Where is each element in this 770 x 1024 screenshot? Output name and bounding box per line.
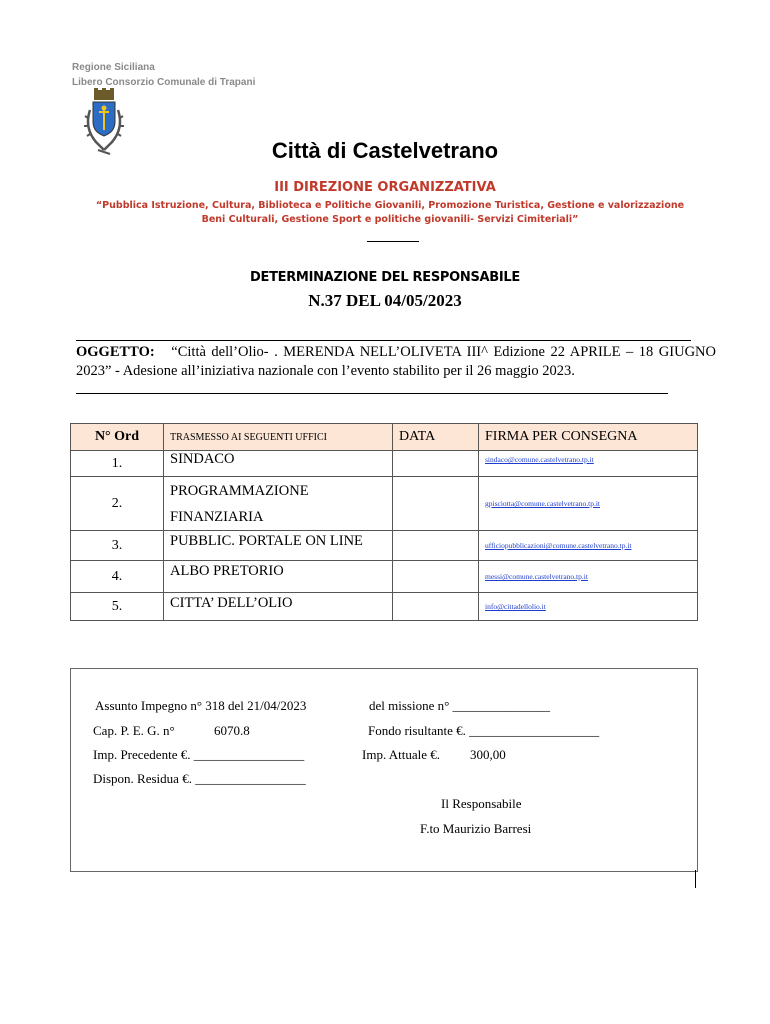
separator bbox=[76, 340, 691, 341]
subject-text: “Città dell’Olio- . MERENDA NELL’OLIVETA III^ Edizione 22 APRILE – 18 GIUGNO 2023” - Adesione all’iniziativa nazionale con l’evento stabilito per il 26 maggio 2023. bbox=[76, 344, 716, 379]
table-row bbox=[71, 561, 698, 593]
row-ufficio: SINDACO bbox=[164, 451, 393, 477]
table-row bbox=[71, 477, 698, 531]
dispon-residua: Dispon. Residua €. _________________ bbox=[93, 771, 306, 786]
row-data bbox=[393, 477, 479, 531]
row-ufficio-line2: FINANZIARIA bbox=[170, 508, 264, 525]
row-data bbox=[393, 531, 479, 561]
row-data bbox=[393, 593, 479, 621]
table-row bbox=[71, 593, 698, 621]
row-data bbox=[393, 561, 479, 593]
row-ord: 1. bbox=[71, 451, 164, 477]
header-uffici: TRASMESSO AI SEGUENTI UFFICI bbox=[164, 424, 393, 451]
table-row bbox=[71, 451, 698, 477]
direction-subtitle-line1: “Pubblica Istruzione, Cultura, Biblioteca e Politiche Giovanili, Promozione Turistica, Gestione e valorizzazione bbox=[95, 200, 685, 211]
header-ord: N° Ord bbox=[71, 424, 164, 451]
table-row bbox=[71, 531, 698, 561]
row-ufficio-line1: PROGRAMMAZIONE bbox=[170, 482, 309, 499]
responsabile-label: Il Responsabile bbox=[441, 796, 522, 811]
imp-attuale-label: Imp. Attuale €. bbox=[362, 747, 440, 762]
row-firma-email-link[interactable]: ufficiopubblicazioni@comune.castelvetrano.tp.it bbox=[479, 531, 698, 561]
row-firma-email-link[interactable]: info@cittadellolio.it bbox=[479, 593, 698, 621]
row-ord: 4. bbox=[71, 561, 164, 593]
missione: del missione n° _______________ bbox=[369, 698, 551, 713]
row-ord: 5. bbox=[71, 593, 164, 621]
header-data: DATA bbox=[393, 424, 479, 451]
region-label: Regione Siciliana bbox=[72, 62, 155, 73]
subject-paragraph bbox=[76, 343, 716, 381]
row-ufficio bbox=[164, 477, 393, 531]
determination-number: N.37 DEL 04/05/2023 bbox=[308, 291, 462, 310]
row-firma-email-link[interactable]: sindaco@comune.castelvetrano.tp.it bbox=[479, 451, 698, 477]
row-data bbox=[393, 451, 479, 477]
imp-attuale-value: 300,00 bbox=[470, 747, 506, 762]
row-ufficio: CITTA’ DELL’OLIO bbox=[164, 593, 393, 621]
separator bbox=[76, 393, 668, 394]
cap-peg-label: Cap. P. E. G. n° bbox=[93, 723, 175, 738]
consortium-label: Libero Consorzio Comunale di Trapani bbox=[72, 77, 256, 88]
cap-peg-value: 6070.8 bbox=[214, 723, 250, 738]
direction-title: III DIREZIONE ORGANIZZATIVA bbox=[274, 180, 496, 195]
determination-title: DETERMINAZIONE DEL RESPONSABILE bbox=[250, 270, 520, 285]
transmission-table bbox=[70, 423, 698, 621]
responsabile-name: F.to Maurizio Barresi bbox=[420, 821, 532, 836]
box-tick bbox=[695, 870, 696, 888]
row-ord: 2. bbox=[71, 477, 164, 531]
row-firma-email-link[interactable]: gpisciotta@comune.castelvetrano.tp.it bbox=[479, 477, 698, 531]
row-ufficio: PUBBLIC. PORTALE ON LINE bbox=[164, 531, 393, 561]
row-ufficio: ALBO PRETORIO bbox=[164, 561, 393, 593]
subject-label: OGGETTO: bbox=[76, 344, 155, 360]
table-header-row bbox=[71, 424, 698, 451]
row-ord: 3. bbox=[71, 531, 164, 561]
header-firma: FIRMA PER CONSEGNA bbox=[479, 424, 698, 451]
separator bbox=[367, 241, 419, 242]
assunto-impegno: Assunto Impegno n° 318 del 21/04/2023 bbox=[95, 698, 307, 713]
row-firma-email-link[interactable]: messi@comune.castelvetrano.tp.it bbox=[479, 561, 698, 593]
imp-precedente: Imp. Precedente €. _________________ bbox=[93, 747, 305, 762]
city-title: Città di Castelvetrano bbox=[271, 138, 499, 163]
fondo-risultante: Fondo risultante €. ____________________ bbox=[368, 723, 600, 738]
direction-subtitle-line2: Beni Culturali, Gestione Sport e politiche giovanili- Servizi Cimiteriali” bbox=[201, 214, 579, 225]
